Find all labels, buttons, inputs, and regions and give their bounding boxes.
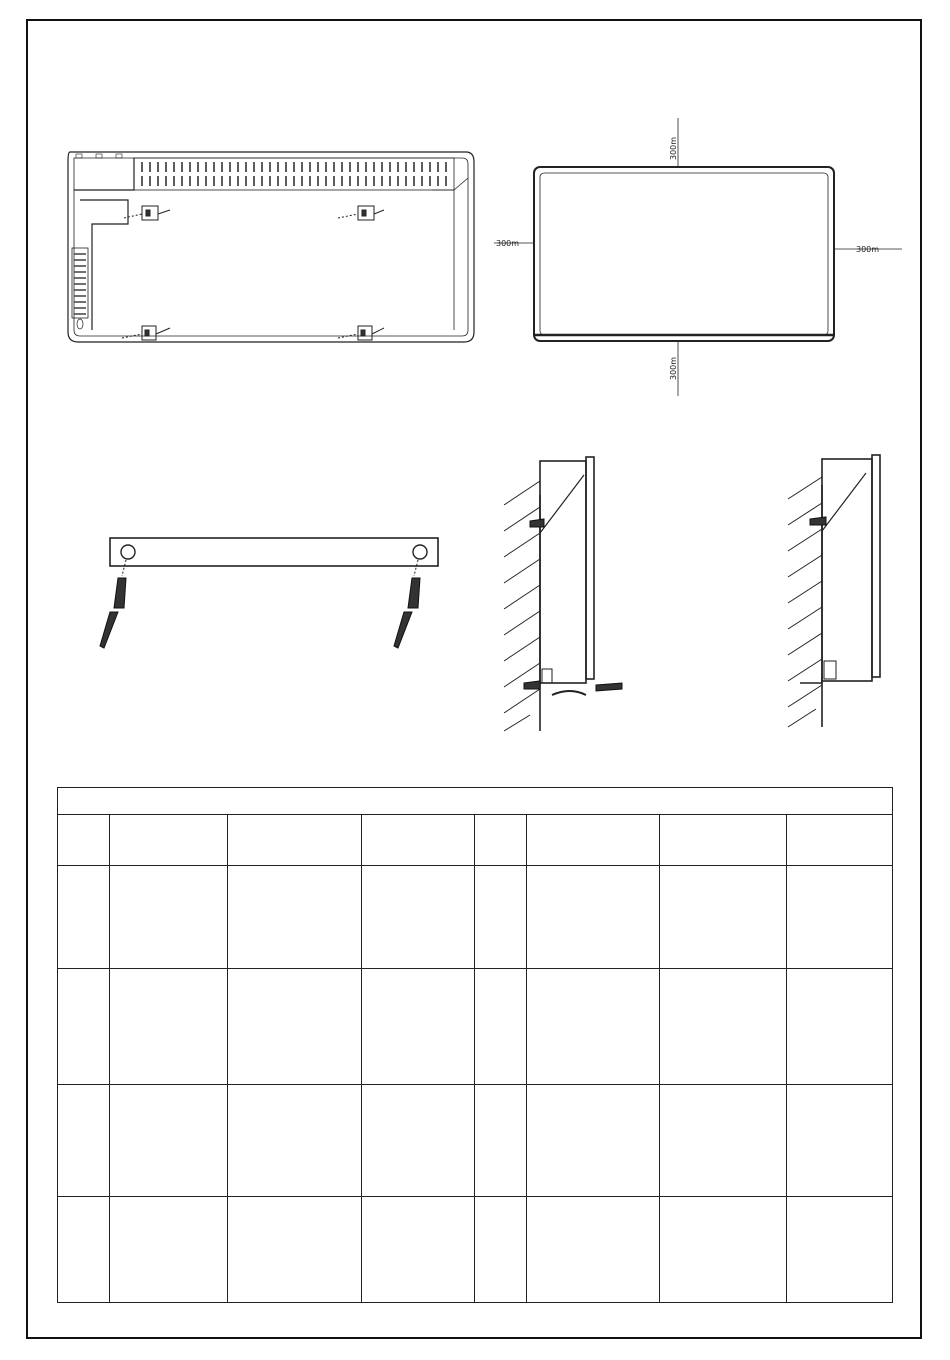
table-cell (660, 866, 787, 969)
table-cell (362, 1197, 475, 1303)
table-cell (228, 1197, 362, 1303)
side-view-mounted-figure (786, 455, 896, 735)
screw-right (394, 612, 412, 648)
clearance-left-label: 300m (496, 239, 520, 248)
table-cell (527, 866, 660, 969)
spec-table (57, 787, 893, 1303)
table-cell (58, 969, 110, 1085)
dowel-left (114, 578, 126, 608)
table-cell (110, 969, 228, 1085)
table-header-row (58, 815, 893, 866)
table-cell (58, 866, 110, 969)
table-cell (475, 866, 527, 969)
table-header-cell (58, 815, 110, 866)
dowel-right (408, 578, 420, 608)
table-cell (787, 969, 893, 1085)
table-header-cell (475, 815, 527, 866)
table-cell (228, 1085, 362, 1197)
table-cell (475, 969, 527, 1085)
table-row (58, 1085, 893, 1197)
table-cell (228, 866, 362, 969)
clearance-bottom-label: 300m (669, 356, 678, 380)
heater-rear-view-figure (62, 148, 478, 348)
table-cell (475, 1085, 527, 1197)
table-header-cell (787, 815, 893, 866)
table-cell (787, 866, 893, 969)
table-header-cell (110, 815, 228, 866)
bracket-top-left (124, 206, 170, 220)
table-header-cell (660, 815, 787, 866)
table-cell (527, 1085, 660, 1197)
table-row (58, 969, 893, 1085)
table-cell (475, 1197, 527, 1303)
table-cell (527, 969, 660, 1085)
table-row (58, 866, 893, 969)
table-cell (362, 969, 475, 1085)
table-row (58, 1197, 893, 1303)
screw-left (100, 612, 118, 648)
table-cell (362, 866, 475, 969)
table-header-cell (527, 815, 660, 866)
clearance-top-label: 300m (669, 136, 678, 160)
table-cell (228, 969, 362, 1085)
table-cell (660, 1197, 787, 1303)
table-cell (110, 1085, 228, 1197)
bracket-bottom-left (122, 326, 170, 340)
table-title (58, 788, 893, 815)
clearance-diagram-figure (490, 110, 910, 400)
table-header-cell (362, 815, 475, 866)
side-view-mounting-figure (500, 455, 640, 735)
table-header-cell (228, 815, 362, 866)
bracket-top-right (338, 206, 384, 220)
table-cell (527, 1197, 660, 1303)
bracket-bottom-right (338, 326, 384, 340)
table-cell (362, 1085, 475, 1197)
wall-bracket-figure (90, 530, 450, 660)
table-cell (660, 969, 787, 1085)
table-cell (787, 1085, 893, 1197)
table-cell (58, 1085, 110, 1197)
table-cell (787, 1197, 893, 1303)
table-cell (110, 1197, 228, 1303)
table-cell (110, 866, 228, 969)
clearance-right-label: 300m (856, 245, 880, 254)
table-cell (58, 1197, 110, 1303)
table-cell (660, 1085, 787, 1197)
